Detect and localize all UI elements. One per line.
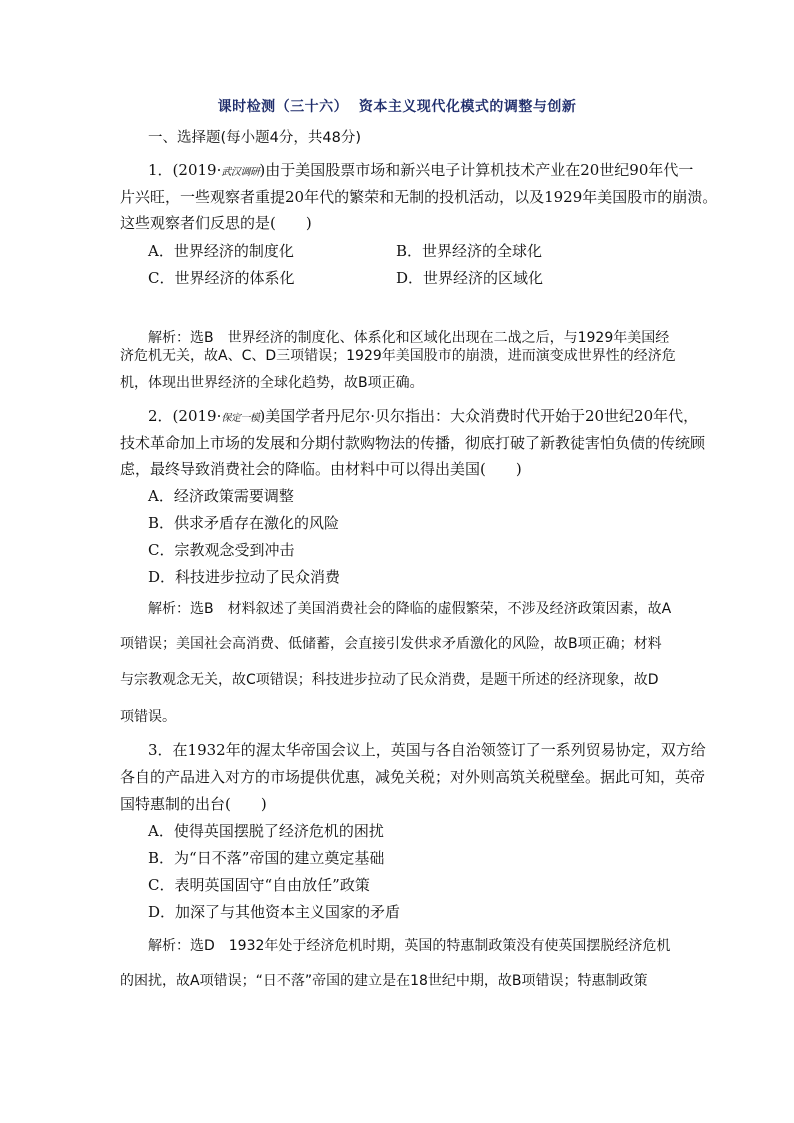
source-tag: 保定一模 [221, 413, 260, 424]
analysis-line-1 [148, 328, 794, 348]
question-text: 美国学者丹尼尔·贝尔指出：大众消费时代开始于20世纪20年代， [265, 407, 699, 425]
analysis-line-1 [148, 599, 794, 619]
question-number: 3． [148, 741, 173, 759]
analysis-line-4: 项错误。 [120, 709, 176, 725]
question-3-line-2: 各自的产品进入对方的市场提供优惠，减免关税；对外则高筑关税壁垒。据此可知，英帝 [120, 768, 706, 786]
question-1-line-3: 这些观察者们反思的是( ) [120, 214, 312, 232]
question-text: 由于美国股票市场和新兴电子计算机技术产业在20世纪90年代一 [265, 161, 694, 179]
option-c: C．世界经济的体系化 [148, 269, 295, 287]
analysis-line-3: 机，体现出世界经济的全球化趋势，故B项正确。 [120, 375, 424, 391]
option-d: D．加深了与其他资本主义国家的矛盾 [148, 903, 401, 921]
analysis-label: 解析： [148, 330, 190, 346]
source-close: ) [259, 407, 266, 425]
option-c: C．宗教观念受到冲击 [148, 541, 295, 559]
analysis-line-2: 济危机无关，故A、C、D三项错误；1929年美国股市的崩溃，进而演变成世界性的经济危 [120, 348, 676, 364]
source-open: (2019· [172, 161, 222, 179]
question-text: 在1932年的渥太华帝国会议上，英国与各自治领签订了一系列贸易协定，双方给 [172, 741, 706, 759]
option-d: D．科技进步拉动了民众消费 [148, 568, 341, 586]
question-3-line-1 [148, 740, 794, 760]
option-d: D．世界经济的区域化 [396, 269, 544, 287]
question-number: 2． [148, 407, 173, 425]
option-a: A．使得英国摆脱了经济危机的困扰 [148, 822, 384, 840]
analysis-line-1 [148, 936, 794, 956]
analysis-text: 选D 1932年处于经济危机时期，英国的特惠制政策没有使英国摆脱经济危机 [190, 938, 671, 954]
source-tag: 武汉调研 [221, 167, 260, 178]
analysis-line-2: 项错误；美国社会高消费、低储蓄，会直接引发供求矛盾激化的风险，故B项正确；材料 [120, 636, 662, 652]
question-number: 1． [148, 161, 173, 179]
question-3-line-3: 国特惠制的出台( ) [120, 795, 267, 813]
option-b: B．世界经济的全球化 [396, 242, 543, 260]
page-title: 课时检测（三十六） 资本主义现代化模式的调整与创新 [217, 99, 577, 115]
analysis-line-2: 的困扰，故A项错误；“日不落”帝国的建立是在18世纪中期，故B项错误；特惠制政策 [120, 973, 648, 989]
question-2-line-3: 虑，最终导致消费社会的降临。由材料中可以得出美国( ) [120, 460, 522, 478]
analysis-line-3: 与宗教观念无关，故C项错误；科技进步拉动了民众消费，是题干所述的经济现象，故D [120, 672, 659, 688]
source-open: (2019· [172, 407, 222, 425]
section-heading: 一、选择题(每小题4分，共48分) [148, 130, 361, 146]
source-close: ) [259, 161, 266, 179]
option-a: A．经济政策需要调整 [148, 487, 294, 505]
analysis-label: 解析： [148, 601, 190, 617]
option-b: B．供求矛盾存在激化的风险 [148, 514, 340, 532]
question-2-line-1 [148, 406, 794, 429]
question-2-line-2: 技术革命加上市场的发展和分期付款购物法的传播，彻底打破了新教徒害怕负债的传统顾 [120, 434, 706, 452]
option-a: A．世界经济的制度化 [148, 242, 294, 260]
analysis-label: 解析： [148, 938, 190, 954]
option-c: C．表明英国固守“自由放任”政策 [148, 876, 370, 894]
analysis-text: 选B 世界经济的制度化、体系化和区域化出现在二战之后，与1929年美国经 [190, 330, 670, 346]
question-1-line-1 [148, 160, 794, 183]
question-1-line-2: 片兴旺，一些观察者重提20年代的繁荣和无制的投机活动，以及1929年美国股市的崩溃。 [120, 188, 718, 206]
analysis-text: 选B 材料叙述了美国消费社会的降临的虚假繁荣，不涉及经济政策因素，故A [190, 601, 672, 617]
option-b: B．为“日不落”帝国的建立奠定基础 [148, 849, 385, 867]
